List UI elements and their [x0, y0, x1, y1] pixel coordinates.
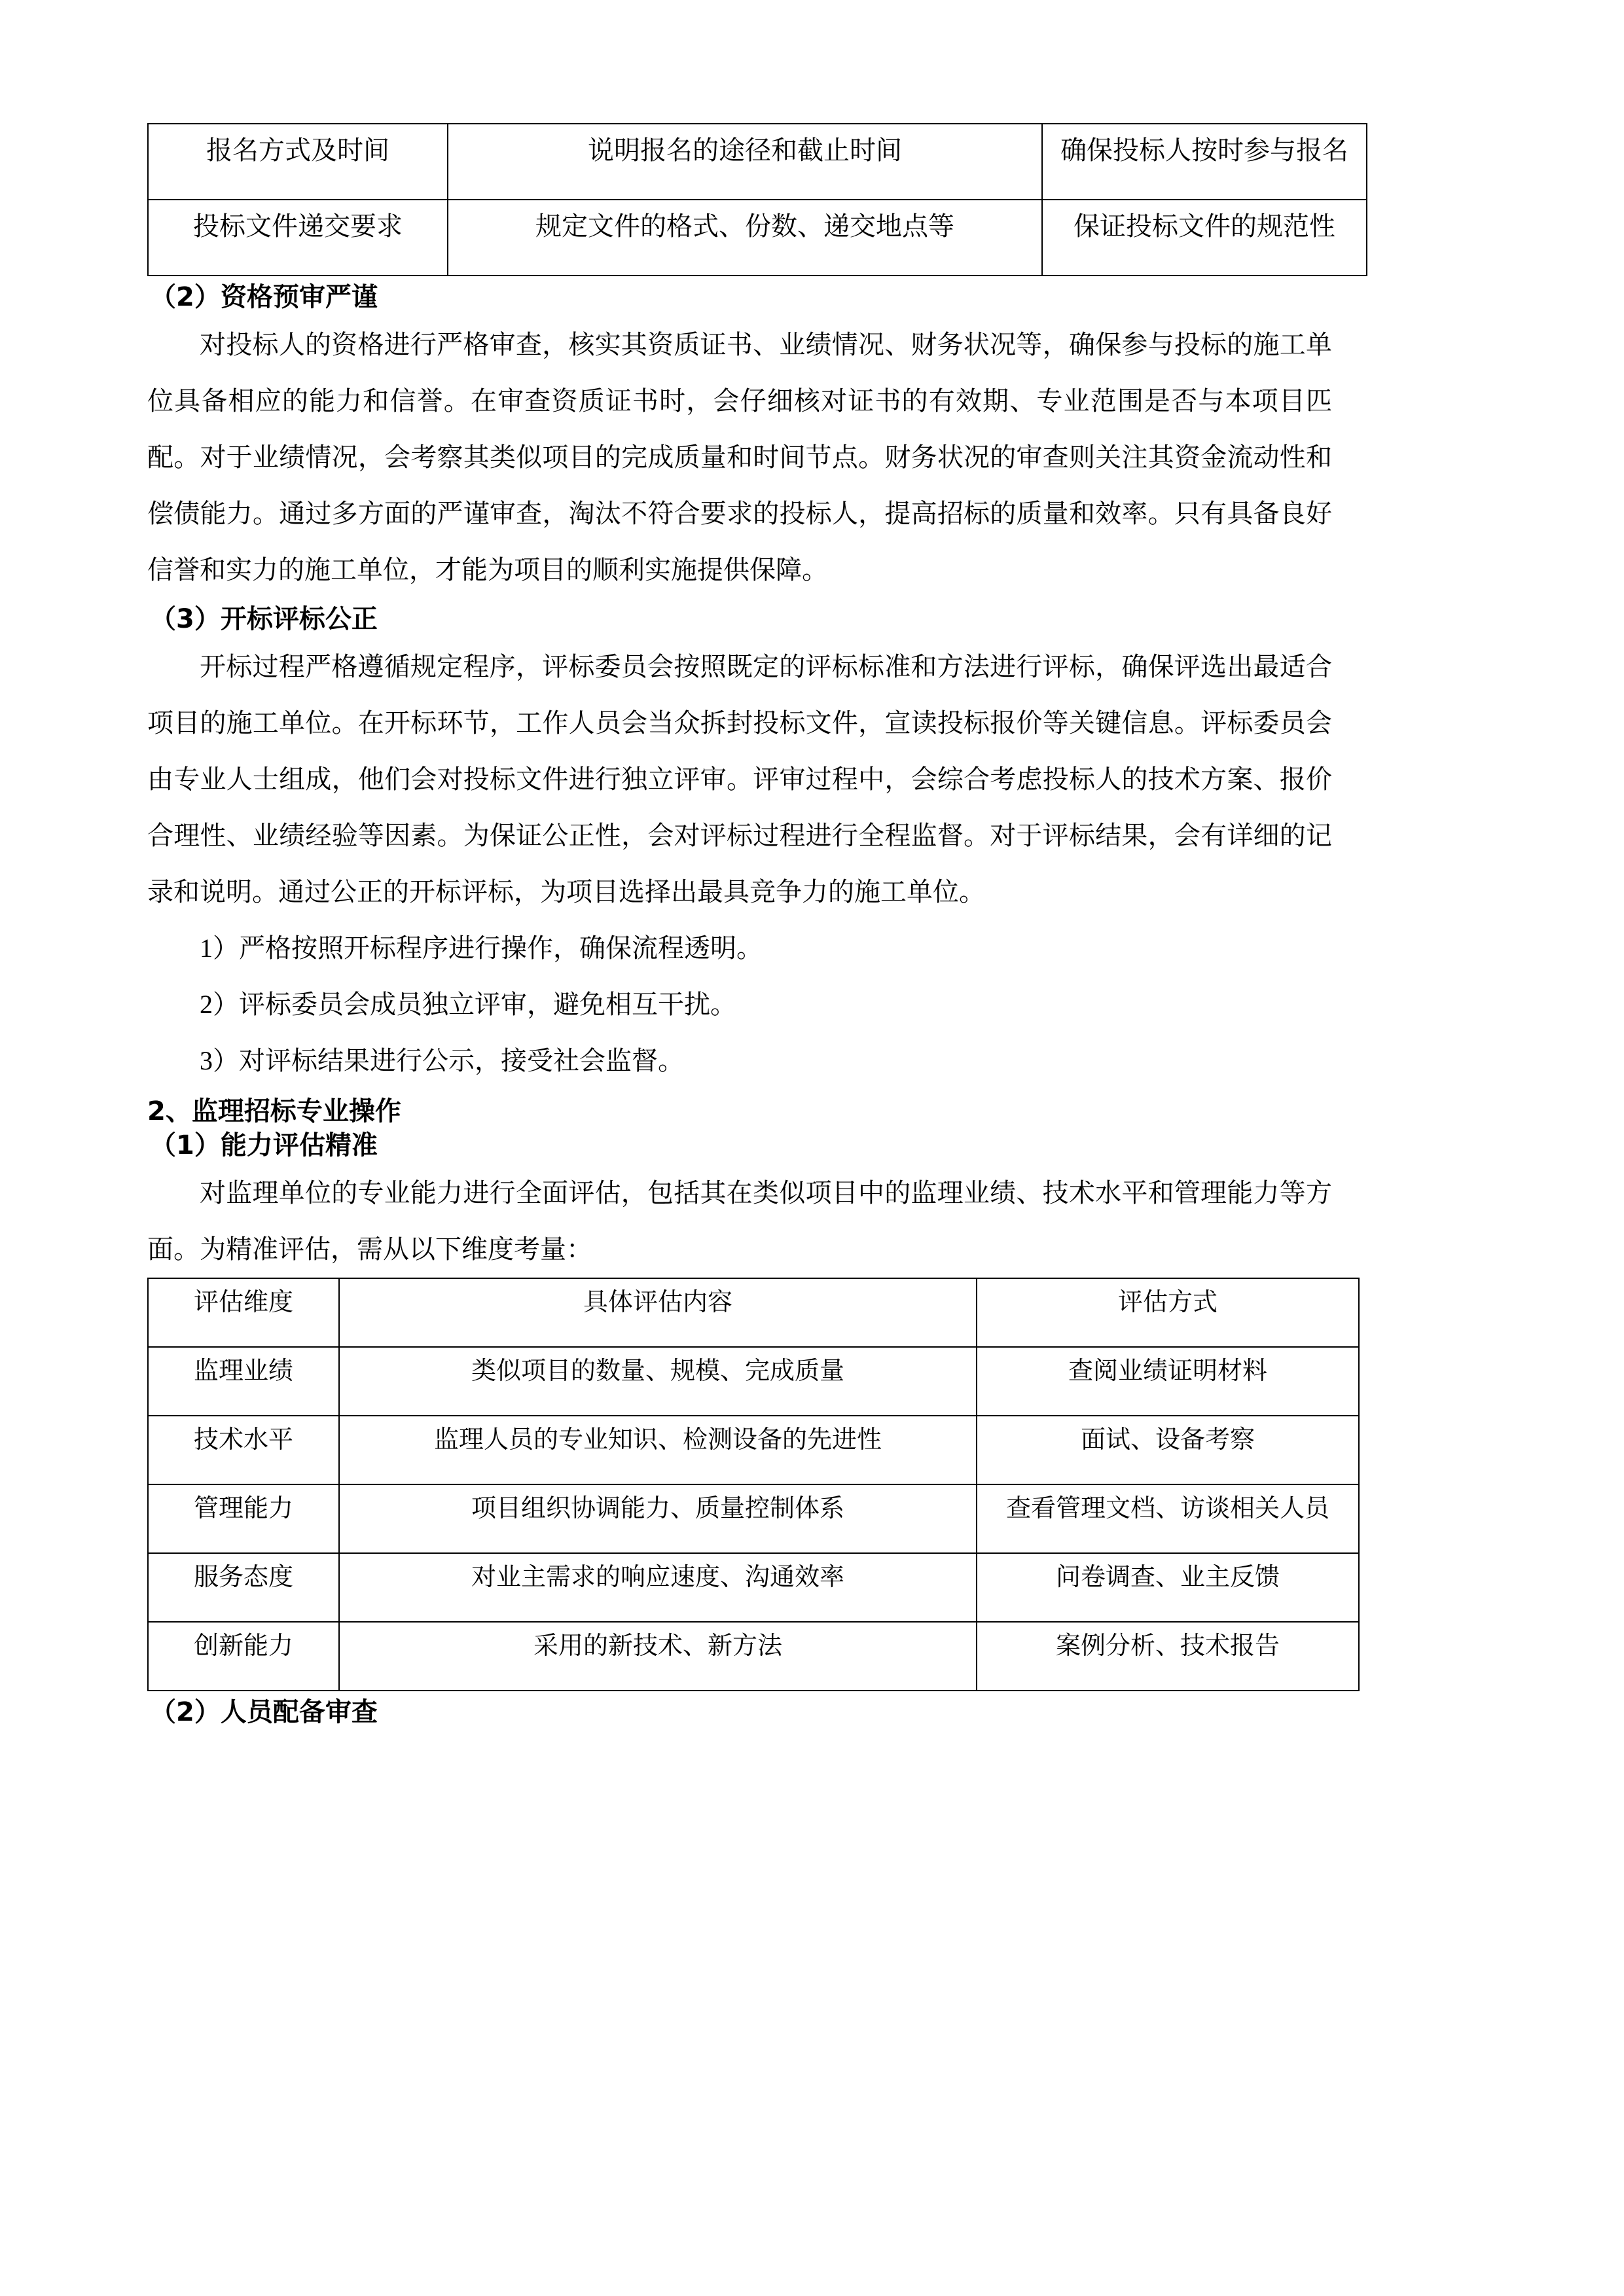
paragraph-bid-opening-fairness: 开标过程严格遵循规定程序，评标委员会按照既定的评标标准和方法进行评标，确保评选出最适合项目的施工单位。在开标环节，工作人员会当众拆封投标文件，宣读投标报价等关键信息。评标委员会由专业人士组成，他们会对投标文件进行独立评审。评审过程中，会综合考虑投标人的技术方案、报价合理性、业绩经验等因素。为保证公正性，会对评标过程进行全程监督。对于评标结果，会有详细的记录和说明。通过公正的开标评标，为项目选择出最具竞争力的施工单位。 [147, 652, 1332, 906]
table-cell-dimension: 创新能力 [148, 1622, 339, 1691]
table-cell-content: 规定文件的格式、份数、递交地点等 [448, 200, 1042, 276]
table-cell-content: 对业主需求的响应速度、沟通效率 [339, 1553, 977, 1622]
table-cell-content: 类似项目的数量、规模、完成质量 [339, 1347, 977, 1416]
table-cell-dimension: 管理能力 [148, 1484, 339, 1553]
table-cell-method: 问卷调查、业主反馈 [977, 1553, 1359, 1622]
table-cell-content: 说明报名的途径和截止时间 [448, 124, 1042, 200]
table-cell-dimension: 服务态度 [148, 1553, 339, 1622]
heading-capability-assessment: （1）能力评估精准 [150, 1130, 378, 1160]
paragraph-qualification-prequalification: 对投标人的资格进行严格审查，核实其资质证书、业绩情况、财务状况等，确保参与投标的施工单位具备相应的能力和信誉。在审查资质证书时，会仔细核对证书的有效期、专业范围是否与本项目匹配。对于业绩情况，会考察其类似项目的完成质量和时间节点。财务状况的审查则关注其资金流动性和偿债能力。通过多方面的严谨审查，淘汰不符合要求的投标人，提高招标的质量和效率。只有具备良好信誉和实力的施工单位，才能为项目的顺利实施提供保障。 [147, 330, 1332, 584]
page-content [147, 123, 1348, 1727]
heading-qualification-prequalification: （2）资格预审严谨 [150, 282, 378, 312]
heading-supervision-bidding-operations: 2、监理招标专业操作 [147, 1096, 401, 1126]
table-cell-dimension: 投标文件递交要求 [148, 200, 448, 276]
column-header-content: 具体评估内容 [339, 1278, 977, 1347]
table-cell-purpose: 确保投标人按时参与报名 [1042, 124, 1367, 200]
table-row [148, 1553, 1359, 1622]
column-header-method: 评估方式 [977, 1278, 1359, 1347]
table-row [148, 124, 1367, 200]
list-item: 3）对评标结果进行公示，接受社会监督。 [200, 1046, 684, 1075]
table-row [148, 1347, 1359, 1416]
table-row [148, 1484, 1359, 1553]
list-item: 1）严格按照开标程序进行操作，确保流程透明。 [200, 933, 763, 963]
table-cell-method: 案例分析、技术报告 [977, 1622, 1359, 1691]
registration-requirements-table [147, 123, 1367, 276]
table-cell-dimension: 技术水平 [148, 1416, 339, 1484]
table-cell-dimension: 监理业绩 [148, 1347, 339, 1416]
table-cell-method: 查看管理文档、访谈相关人员 [977, 1484, 1359, 1553]
column-header-dimension: 评估维度 [148, 1278, 339, 1347]
table-cell-method: 面试、设备考察 [977, 1416, 1359, 1484]
table-cell-content: 项目组织协调能力、质量控制体系 [339, 1484, 977, 1553]
list-item: 2）评标委员会成员独立评审，避免相互干扰。 [200, 990, 736, 1019]
table-cell-purpose: 保证投标文件的规范性 [1042, 200, 1367, 276]
paragraph-capability-assessment: 对监理单位的专业能力进行全面评估，包括其在类似项目中的监理业绩、技术水平和管理能力等方面。为精准评估，需从以下维度考量： [147, 1178, 1332, 1264]
table-cell-content: 采用的新技术、新方法 [339, 1622, 977, 1691]
heading-bid-opening-fairness: （3）开标评标公正 [150, 604, 378, 634]
table-row [148, 200, 1367, 276]
table-row [148, 1416, 1359, 1484]
table-cell-method: 查阅业绩证明材料 [977, 1347, 1359, 1416]
heading-staffing-review: （2）人员配备审查 [150, 1697, 378, 1727]
table-cell-dimension: 报名方式及时间 [148, 124, 448, 200]
assessment-dimensions-table [147, 1278, 1360, 1691]
table-header-row [148, 1278, 1359, 1347]
table-cell-content: 监理人员的专业知识、检测设备的先进性 [339, 1416, 977, 1484]
table-row [148, 1622, 1359, 1691]
